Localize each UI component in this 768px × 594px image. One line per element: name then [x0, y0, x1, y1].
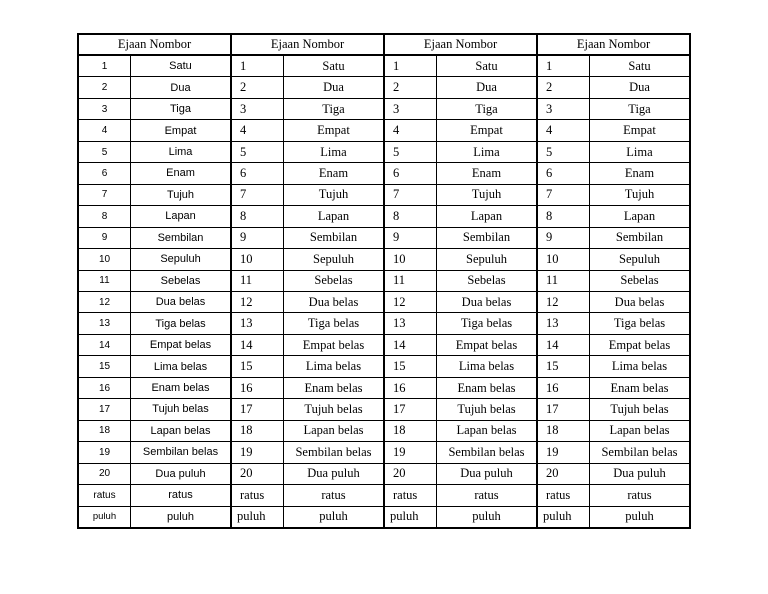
- spelling-cell: Enam belas: [304, 380, 363, 395]
- table-row: [538, 228, 689, 249]
- table-row: [538, 464, 689, 485]
- table-row: [385, 507, 536, 527]
- table-row: [232, 442, 383, 463]
- number-cell: 6: [538, 163, 590, 183]
- table-row: [385, 163, 536, 184]
- number-cell: 4: [385, 120, 437, 140]
- spelling-cell: Lima: [473, 144, 500, 159]
- number-cell: 6: [385, 163, 437, 183]
- number-cell: 19: [232, 442, 284, 462]
- number-cell: 12: [232, 292, 284, 312]
- number-cell: 3: [538, 99, 590, 119]
- spelling-cell: Dua belas: [461, 294, 512, 309]
- table-row: [385, 206, 536, 227]
- spelling-cell: Dua: [476, 80, 497, 95]
- table-row: [79, 356, 230, 377]
- spelling-cell: Tujuh belas: [304, 401, 363, 416]
- spelling-cell: Empat belas: [149, 339, 212, 352]
- table-row: [79, 99, 230, 120]
- number-cell: 15: [385, 356, 437, 376]
- number-cell: 2: [232, 77, 284, 97]
- table-row: [232, 163, 383, 184]
- spelling-cell: Satu: [169, 60, 192, 73]
- spelling-cell: Enam: [471, 165, 502, 180]
- spelling-cell: Sembilan: [462, 230, 511, 245]
- table-row: [232, 421, 383, 442]
- table-row: [232, 507, 383, 527]
- number-cell: 17: [538, 399, 590, 419]
- number-cell: 16: [385, 378, 437, 398]
- spelling-cell: Satu: [475, 58, 498, 73]
- number-cell: 4: [538, 120, 590, 140]
- table-row: [538, 56, 689, 77]
- number-cell: 20: [232, 464, 284, 484]
- spelling-cell: ratus: [474, 487, 499, 502]
- spelling-cell: Empat: [164, 124, 197, 137]
- spelling-cell: Tiga belas: [460, 316, 513, 331]
- spelling-cell: Sebelas: [160, 274, 201, 287]
- number-cell: 4: [232, 120, 284, 140]
- table-row: [385, 77, 536, 98]
- number-cell: 6: [232, 163, 284, 183]
- spelling-cell: Empat: [623, 123, 656, 138]
- spelling-cell: Dua puluh: [460, 466, 513, 481]
- table-row: [232, 356, 383, 377]
- spelling-cell: Dua puluh: [155, 467, 206, 480]
- spelling-cell: Lima: [168, 146, 193, 159]
- table-row: [79, 206, 230, 227]
- number-cell: 14: [385, 335, 437, 355]
- spelling-cell: Lima belas: [611, 359, 668, 374]
- number-cell: 2: [385, 77, 437, 97]
- table-row: [232, 485, 383, 506]
- number-cell: 15: [232, 356, 284, 376]
- table-row: [385, 421, 536, 442]
- number-cell: 3: [385, 99, 437, 119]
- spelling-cell: Tiga: [170, 103, 191, 116]
- table-row: [538, 249, 689, 270]
- table-row: [79, 378, 230, 399]
- table-row: [385, 442, 536, 463]
- spelling-cell: Tujuh: [471, 187, 502, 202]
- spelling-cell: ratus: [627, 487, 652, 502]
- number-cell: 18: [538, 421, 590, 441]
- spelling-cell: Enam: [318, 165, 349, 180]
- spelling-cell: puluh: [472, 509, 501, 524]
- spelling-cell: Empat: [470, 123, 503, 138]
- spelling-cell: Empat belas: [302, 337, 365, 352]
- table-row: [538, 99, 689, 120]
- number-cell: 11: [538, 271, 590, 291]
- table-row: [538, 292, 689, 313]
- spelling-cell: Sebelas: [314, 273, 353, 288]
- number-cell: puluh: [79, 507, 131, 527]
- table-row: [385, 120, 536, 141]
- number-cell: 20: [385, 464, 437, 484]
- number-cell: 5: [385, 142, 437, 162]
- table-row: [538, 271, 689, 292]
- table-row: [79, 335, 230, 356]
- table-row: [232, 335, 383, 356]
- spelling-cell: Satu: [322, 58, 345, 73]
- spelling-cell: Dua belas: [308, 294, 359, 309]
- number-cell: 20: [538, 464, 590, 484]
- number-cell: 17: [232, 399, 284, 419]
- block-header: Ejaan Nombor: [79, 35, 230, 56]
- number-cell: 7: [538, 185, 590, 205]
- table-row: [538, 421, 689, 442]
- number-cell: ratus: [79, 485, 131, 505]
- table-row: [79, 442, 230, 463]
- number-cell: 19: [385, 442, 437, 462]
- spelling-cell: Tiga belas: [155, 317, 206, 330]
- table-row: [79, 163, 230, 184]
- number-cell: 11: [79, 271, 131, 291]
- number-cell: 16: [538, 378, 590, 398]
- number-spelling-sheet: [77, 33, 691, 529]
- number-cell: ratus: [538, 485, 590, 505]
- table-block-4: [538, 35, 689, 527]
- number-cell: 13: [232, 313, 284, 333]
- number-cell: 18: [79, 421, 131, 441]
- spelling-cell: ratus: [321, 487, 346, 502]
- number-cell: 7: [79, 185, 131, 205]
- table-row: [79, 421, 230, 442]
- number-cell: 5: [232, 142, 284, 162]
- spelling-cell: Sembilan belas: [448, 444, 525, 459]
- number-cell: 17: [79, 399, 131, 419]
- number-cell: 15: [538, 356, 590, 376]
- spelling-cell: Sepuluh: [619, 251, 660, 266]
- table-row: [385, 56, 536, 77]
- table-row: [385, 99, 536, 120]
- number-cell: 1: [79, 56, 131, 76]
- table-row: [538, 378, 689, 399]
- spelling-cell: Sebelas: [467, 273, 506, 288]
- number-cell: 9: [79, 228, 131, 248]
- table-row: [79, 185, 230, 206]
- spelling-cell: Satu: [628, 58, 651, 73]
- number-cell: 3: [79, 99, 131, 119]
- number-cell: 8: [385, 206, 437, 226]
- spelling-cell: Lima belas: [153, 360, 208, 373]
- number-cell: 14: [79, 335, 131, 355]
- table-row: [232, 228, 383, 249]
- spelling-cell: Lima belas: [305, 359, 362, 374]
- number-cell: 12: [385, 292, 437, 312]
- spelling-cell: Tujuh belas: [152, 403, 209, 416]
- spelling-cell: Dua: [323, 80, 344, 95]
- spelling-cell: Dua puluh: [307, 466, 360, 481]
- spelling-cell: puluh: [167, 510, 194, 523]
- spelling-cell: Empat belas: [608, 337, 671, 352]
- spelling-cell: Sepuluh: [466, 251, 507, 266]
- number-cell: 11: [232, 271, 284, 291]
- number-cell: 5: [79, 142, 131, 162]
- spelling-cell: Tiga: [475, 101, 498, 116]
- table-row: [232, 99, 383, 120]
- number-cell: 8: [538, 206, 590, 226]
- number-cell: 16: [232, 378, 284, 398]
- spelling-cell: Lapan belas: [609, 423, 670, 438]
- number-cell: puluh: [232, 507, 284, 527]
- table-row: [232, 185, 383, 206]
- spelling-cell: ratus: [168, 489, 193, 502]
- spelling-cell: Sembilan: [309, 230, 358, 245]
- table-row: [385, 142, 536, 163]
- table-row: [79, 228, 230, 249]
- number-cell: 18: [232, 421, 284, 441]
- number-cell: 8: [79, 206, 131, 226]
- spelling-cell: Tiga belas: [307, 316, 360, 331]
- table-row: [385, 378, 536, 399]
- table-row: [79, 399, 230, 420]
- number-cell: 2: [79, 77, 131, 97]
- number-cell: 2: [538, 77, 590, 97]
- table-row: [232, 249, 383, 270]
- spelling-cell: puluh: [319, 509, 348, 524]
- spelling-cell: Dua puluh: [613, 466, 666, 481]
- table-row: [538, 442, 689, 463]
- number-cell: 14: [232, 335, 284, 355]
- table-row: [232, 271, 383, 292]
- table-row: [79, 271, 230, 292]
- table-block-3: [385, 35, 538, 527]
- number-cell: 9: [385, 228, 437, 248]
- spelling-cell: Lapan belas: [456, 423, 517, 438]
- number-cell: 18: [385, 421, 437, 441]
- table-row: [538, 163, 689, 184]
- table-row: [232, 120, 383, 141]
- number-cell: 4: [79, 120, 131, 140]
- number-cell: 19: [79, 442, 131, 462]
- spelling-cell: Sembilan belas: [142, 446, 219, 459]
- table-row: [385, 356, 536, 377]
- number-cell: 17: [385, 399, 437, 419]
- table-row: [385, 464, 536, 485]
- spelling-cell: Sembilan belas: [295, 444, 372, 459]
- spelling-cell: Lima belas: [458, 359, 515, 374]
- number-cell: 8: [232, 206, 284, 226]
- table-row: [385, 399, 536, 420]
- table-row: [385, 335, 536, 356]
- number-cell: 10: [538, 249, 590, 269]
- table-row: [79, 292, 230, 313]
- spelling-cell: Tujuh: [624, 187, 655, 202]
- spelling-cell: Lapan: [623, 208, 656, 223]
- table-row: [79, 485, 230, 506]
- number-cell: 14: [538, 335, 590, 355]
- block-header: Ejaan Nombor: [232, 35, 383, 56]
- spelling-cell: Tujuh: [318, 187, 349, 202]
- table-row: [385, 292, 536, 313]
- table-row: [79, 507, 230, 527]
- block-header: Ejaan Nombor: [385, 35, 536, 56]
- number-cell: 13: [385, 313, 437, 333]
- spelling-cell: Dua belas: [614, 294, 665, 309]
- number-cell: 13: [79, 313, 131, 333]
- spelling-cell: Dua: [170, 81, 191, 94]
- spelling-cell: Lima: [320, 144, 347, 159]
- table-row: [538, 335, 689, 356]
- table-row: [385, 228, 536, 249]
- spelling-cell: Tiga: [322, 101, 345, 116]
- table-row: [79, 464, 230, 485]
- spelling-cell: Lapan: [317, 208, 350, 223]
- spelling-cell: Sembilan: [615, 230, 664, 245]
- number-cell: 7: [385, 185, 437, 205]
- number-cell: 16: [79, 378, 131, 398]
- table-row: [232, 378, 383, 399]
- number-cell: 1: [232, 56, 284, 76]
- table-row: [385, 313, 536, 334]
- table-row: [232, 292, 383, 313]
- table-block-1: [79, 35, 232, 527]
- spelling-cell: Tujuh belas: [457, 401, 516, 416]
- number-cell: 9: [538, 228, 590, 248]
- spelling-cell: Dua belas: [155, 296, 206, 309]
- table-row: [232, 142, 383, 163]
- table-row: [232, 206, 383, 227]
- spelling-cell: Tujuh belas: [610, 401, 669, 416]
- table-row: [385, 485, 536, 506]
- number-cell: 6: [79, 163, 131, 183]
- table-row: [232, 56, 383, 77]
- spelling-cell: Tujuh: [166, 188, 195, 201]
- spelling-cell: Empat belas: [455, 337, 518, 352]
- number-cell: 11: [385, 271, 437, 291]
- number-cell: 5: [538, 142, 590, 162]
- spelling-cell: puluh: [625, 509, 654, 524]
- number-cell: 7: [232, 185, 284, 205]
- spelling-cell: Enam: [624, 165, 655, 180]
- table-row: [385, 249, 536, 270]
- spelling-cell: Lapan belas: [150, 424, 211, 437]
- table-row: [538, 313, 689, 334]
- table-row: [538, 356, 689, 377]
- table-row: [385, 271, 536, 292]
- spelling-cell: Sepuluh: [160, 253, 201, 266]
- spelling-cell: Empat: [317, 123, 350, 138]
- table-row: [79, 142, 230, 163]
- table-row: [538, 507, 689, 527]
- number-cell: 10: [385, 249, 437, 269]
- number-cell: 10: [79, 249, 131, 269]
- spelling-cell: Sepuluh: [313, 251, 354, 266]
- number-cell: 10: [232, 249, 284, 269]
- table-row: [538, 142, 689, 163]
- spelling-cell: Lapan: [470, 208, 503, 223]
- table-row: [79, 56, 230, 77]
- number-cell: 3: [232, 99, 284, 119]
- table-row: [232, 313, 383, 334]
- table-row: [79, 120, 230, 141]
- number-cell: 15: [79, 356, 131, 376]
- spelling-cell: Lima: [626, 144, 653, 159]
- number-cell: 1: [385, 56, 437, 76]
- table-row: [538, 185, 689, 206]
- table-row: [232, 464, 383, 485]
- number-cell: ratus: [232, 485, 284, 505]
- table-block-2: [232, 35, 385, 527]
- table-row: [79, 249, 230, 270]
- table-row: [538, 485, 689, 506]
- spelling-cell: Enam: [166, 167, 195, 180]
- spelling-cell: Sembilan belas: [601, 444, 678, 459]
- spelling-cell: Sebelas: [620, 273, 659, 288]
- spelling-cell: Tiga: [628, 101, 651, 116]
- table-row: [538, 399, 689, 420]
- spelling-cell: Lapan belas: [303, 423, 364, 438]
- spelling-cell: Lapan: [165, 210, 196, 223]
- spelling-cell: Enam belas: [151, 382, 210, 395]
- block-header: Ejaan Nombor: [538, 35, 689, 56]
- number-cell: 19: [538, 442, 590, 462]
- number-cell: 1: [538, 56, 590, 76]
- number-cell: ratus: [385, 485, 437, 505]
- number-cell: 9: [232, 228, 284, 248]
- number-cell: 20: [79, 464, 131, 484]
- spelling-cell: Dua: [629, 80, 650, 95]
- table-row: [538, 120, 689, 141]
- spelling-cell: Tiga belas: [613, 316, 666, 331]
- table-row: [232, 399, 383, 420]
- table-row: [538, 77, 689, 98]
- number-cell: 12: [538, 292, 590, 312]
- table-row: [538, 206, 689, 227]
- spelling-cell: Enam belas: [610, 380, 669, 395]
- table-row: [232, 77, 383, 98]
- table-row: [79, 313, 230, 334]
- table-row: [385, 185, 536, 206]
- number-cell: 13: [538, 313, 590, 333]
- number-cell: puluh: [538, 507, 590, 527]
- number-cell: 12: [79, 292, 131, 312]
- table-row: [79, 77, 230, 98]
- number-cell: puluh: [385, 507, 437, 527]
- spelling-cell: Sembilan: [157, 231, 204, 244]
- spelling-cell: Enam belas: [457, 380, 516, 395]
